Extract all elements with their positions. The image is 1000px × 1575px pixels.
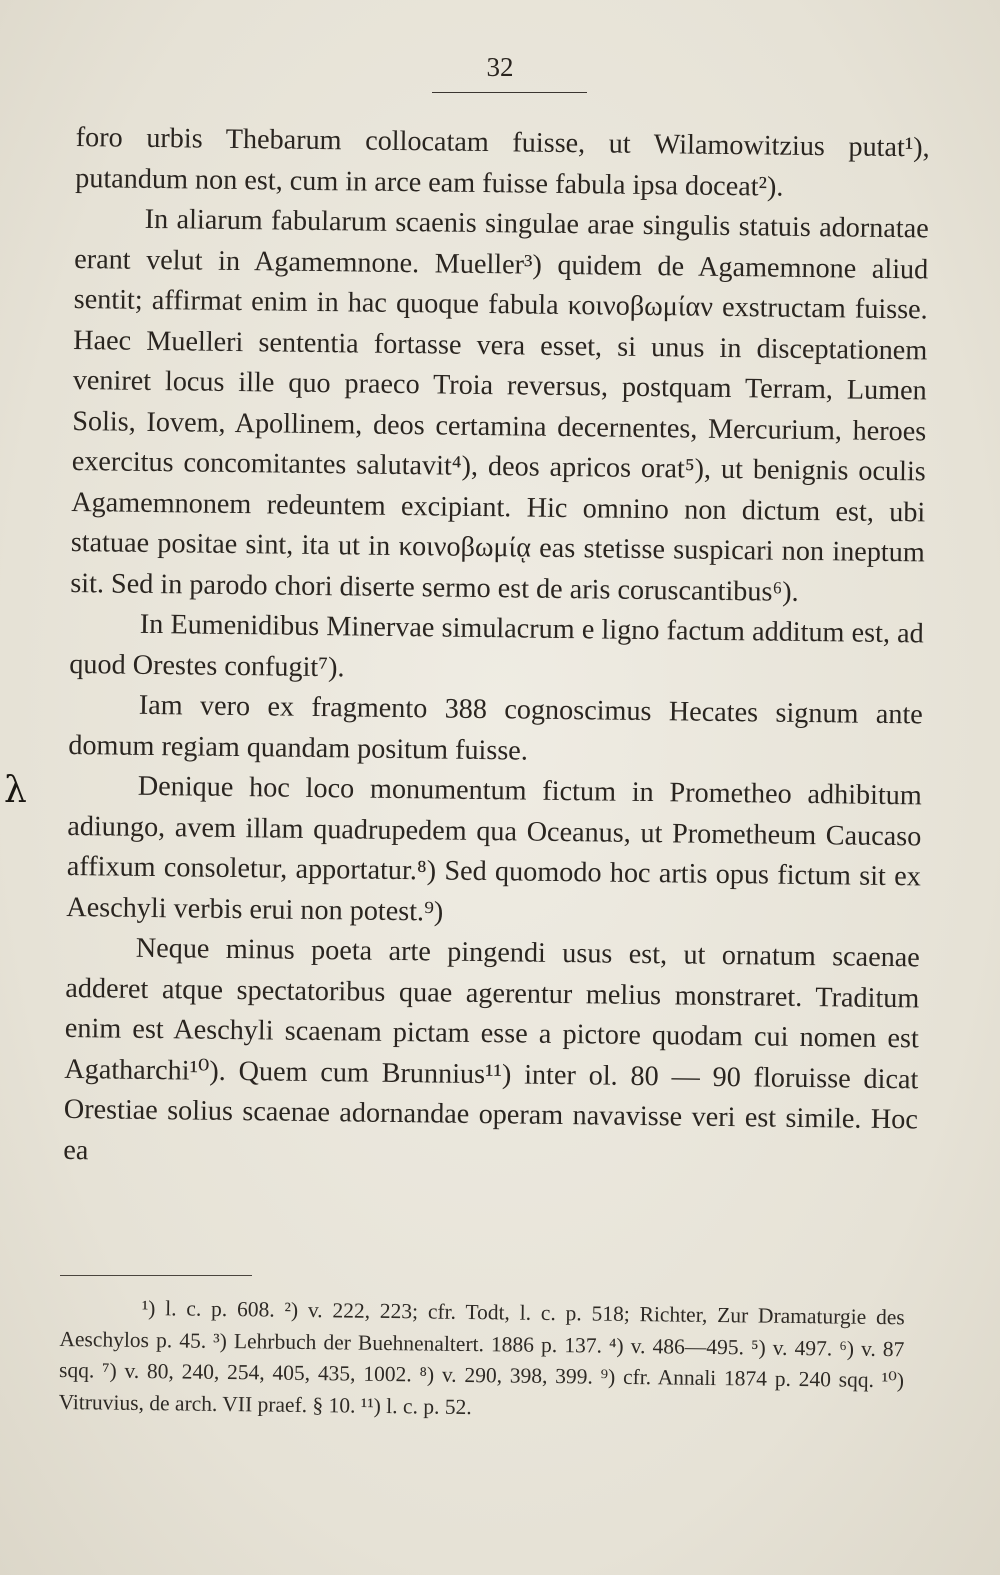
paragraph-3: In Eumenidibus Minervae simulacrum e ligno factum additum est, ad quod Orestes confugit⁷).	[69, 608, 924, 683]
body-text	[63, 118, 930, 1181]
paragraph-5: Denique hoc loco monumentum fictum in Prometheo adhibitum adiungo, avem illam quadrupedem qua Oceanus, ut Prometheum Caucaso affixum consoletur, apportatur.⁸) Sed quomodo hoc artis opus fictum sit ex Aeschyli verbis erui non potest.⁹)	[66, 770, 922, 928]
paragraph-4: Iam vero ex fragmento 388 cognoscimus Hecates signum ante domum regiam quandam positum fuisse.	[68, 689, 923, 767]
paragraph-6: Neque minus poeta arte pingendi usus est, ut ornatum scaenae adderet atque spectatoribus quae agerentur melius monstraret. Traditum enim est Aeschyli scaenam pictam esse a pictore quodam cui nomen est Agatharchi¹⁰). Quem cum Brunnius¹¹) inter ol. 80 — 90 floruisse dicat Orestiae solius scaenae adornandae operam navavisse veri est simile. Hoc ea	[63, 932, 920, 1166]
footnote-text: ¹) l. c. p. 608. ²) v. 222, 223; cfr. Todt, l. c. p. 518; Richter, Zur Dramaturgie des Aeschylos p. 45. ³) Lehrbuch der Buehnenaltert. 1886 p. 137. ⁴) v. 486—495. ⁵) v. 497. ⁶) v. 87 sqq. ⁷) v. 80, 240, 254, 405, 435, 1002. ⁸) v. 290, 398, 399. ⁹) cfr. Annali 1874 p. 240 sqq. ¹⁰) Vitruvius, de arch. VII praef. § 10. ¹¹) l. c. p. 52.	[58, 1296, 905, 1419]
header-rule	[432, 92, 587, 93]
paragraph-2: In aliarum fabularum scaenis singulae arae singulis statuis adornatae erant velut in Agamemnone. Mueller³) quidem de Agamemnone aliud sentit; affirmat enim in hac quoque fabula κοινοβωμίαν exstructam fuisse. Haec Muelleri sententia fortasse vera esset, si unus in disceptationem veniret locus ille quo praeco Troia reversus, postquam Terram, Lumen Solis, Iovem, Apollinem, deos certamina decernentes, Mercurium, heroes exercitus concomitantes salutavit⁴), deos apricos orat⁵), ut benignis oculis Agamemnonem redeuntem excipiant. Hic omnino non dictum est, ubi statuae positae sint, ita ut in κοινοβωμίᾳ eas stetisse suspicari non ineptum sit. Sed in parodo chori diserte sermo est de aris coruscantibus⁶).	[70, 203, 929, 608]
footnote-rule	[60, 1275, 252, 1276]
margin-annotation: λ	[4, 770, 27, 811]
page-number: 32	[486, 52, 514, 82]
paragraph-1: foro urbis Thebarum collocatam fuisse, ut Wilamowitzius putat¹), putandum non est, cum in arce eam fuisse fabula ipsa doceat²).	[75, 121, 930, 203]
footnotes	[58, 1292, 904, 1428]
